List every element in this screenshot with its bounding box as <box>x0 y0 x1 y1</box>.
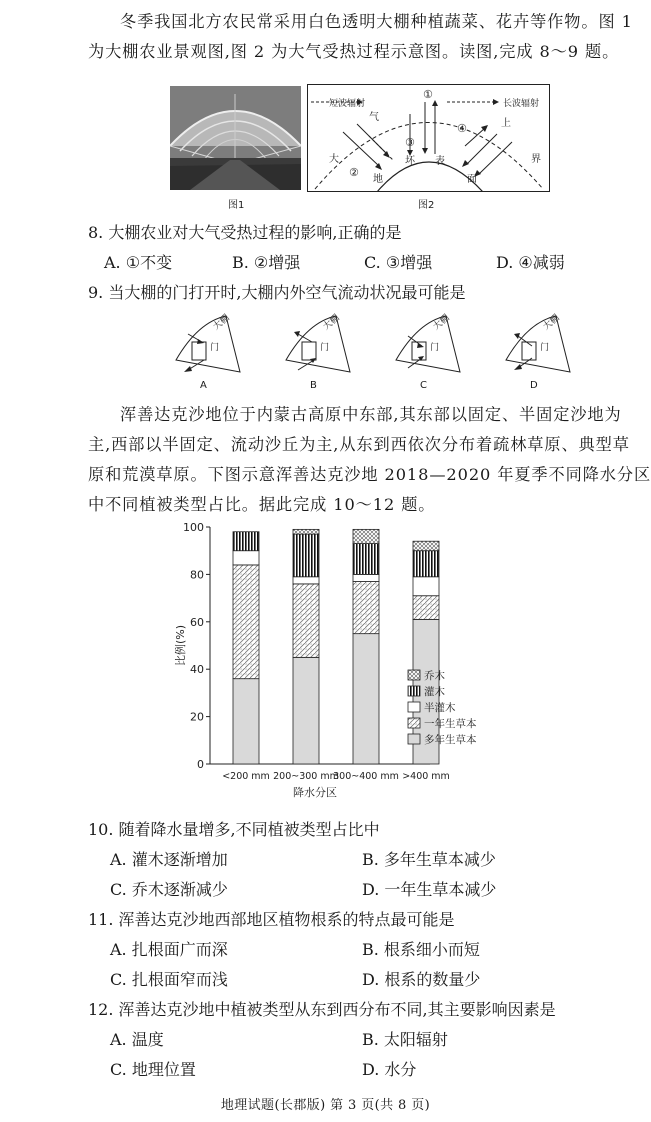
y-tick-label: 40 <box>190 663 204 677</box>
legend-label: 半灌木 <box>424 702 456 714</box>
q12-option-d[interactable]: D. 水分 <box>362 1060 417 1079</box>
y-tick-label: 0 <box>197 758 204 771</box>
bar-segment <box>353 634 379 764</box>
bar-segment <box>353 582 379 634</box>
bar-segment <box>353 529 379 543</box>
bar-segment <box>233 551 259 565</box>
svg-text:大棚: 大棚 <box>321 313 342 333</box>
bar-segment <box>293 577 319 584</box>
q9-diagram-c[interactable] <box>388 312 478 392</box>
bar-segment <box>293 529 319 534</box>
svg-text:门: 门 <box>430 343 440 353</box>
q9-stem: 9. 当大棚的门打开时,大棚内外空气流动状况最可能是 <box>88 283 466 302</box>
intro1-line-1: 冬季我国北方农民常采用白色透明大棚种植蔬菜、花卉等作物。图 1 <box>120 12 633 31</box>
x-tick-label: 300~400 mm <box>333 771 399 782</box>
y-tick-label: 60 <box>190 615 204 629</box>
legend-label: 多年生草本 <box>424 734 477 746</box>
ground-char-biao-left: 坏 <box>405 156 415 167</box>
atm-char-shang: 上 <box>501 118 511 129</box>
fig1-caption: 图1 <box>228 200 245 211</box>
svg-text:大棚: 大棚 <box>431 313 452 333</box>
bar-segment <box>353 544 379 575</box>
q11-stem: 11. 浑善达克沙地西部地区植物根系的特点最可能是 <box>88 910 455 929</box>
x-tick-label: 200~300 mm <box>273 771 339 782</box>
ground-char-mian: 面 <box>467 174 477 185</box>
q9-diagram-d[interactable] <box>498 312 588 392</box>
atm-char-qi: 气 <box>369 112 379 123</box>
q11-option-b[interactable]: B. 根系细小而短 <box>362 940 480 959</box>
bar-segment <box>353 574 379 581</box>
svg-text:大棚: 大棚 <box>211 313 232 333</box>
q9-label-a: A <box>200 380 207 391</box>
ground-char-di: 地 <box>373 174 383 185</box>
long-wave-label: 长波辐射 <box>503 99 540 109</box>
q11-option-d[interactable]: D. 根系的数量少 <box>362 970 481 989</box>
y-axis-title: 比例(%) <box>174 624 187 667</box>
legend-swatch <box>408 734 420 744</box>
x-tick-label: >400 mm <box>402 771 450 782</box>
q8-stem: 8. 大棚农业对大气受热过程的影响,正确的是 <box>88 223 402 242</box>
bar-segment <box>413 551 439 577</box>
q9-diagram-b[interactable] <box>278 312 368 392</box>
legend-swatch <box>408 702 420 712</box>
q9-label-d: D <box>530 380 538 391</box>
x-tick-label: <200 mm <box>222 771 270 782</box>
svg-text:门: 门 <box>540 343 550 353</box>
svg-text:门: 门 <box>320 343 330 353</box>
svg-text:门: 门 <box>210 343 220 353</box>
legend-swatch <box>408 718 420 728</box>
intro2-line-3: 原和荒漠草原。下图示意浑善达克沙地 2018—2020 年夏季不同降水分区 <box>88 465 651 484</box>
bar-segment <box>413 541 439 550</box>
fig2-caption: 图2 <box>418 200 435 211</box>
q8-option-b[interactable]: B. ②增强 <box>232 253 301 272</box>
q12-option-a[interactable]: A. 温度 <box>110 1030 164 1049</box>
legend-swatch <box>408 686 420 696</box>
intro1-line-2: 为大棚农业景观图,图 2 为大气受热过程示意图。读图,完成 8～9 题。 <box>88 42 620 61</box>
x-axis-title: 降水分区 <box>293 786 337 799</box>
intro2-line-1: 浑善达克沙地位于内蒙古高原中东部,其东部以固定、半固定沙地为 <box>120 405 622 424</box>
bar-segment <box>233 679 259 764</box>
legend-label: 乔木 <box>424 670 445 682</box>
marker-2: ② <box>349 166 359 179</box>
q9-label-c: C <box>420 380 427 391</box>
q8-option-c[interactable]: C. ③增强 <box>364 253 433 272</box>
q12-stem: 12. 浑善达克沙地中植被类型从东到西分布不同,其主要影响因素是 <box>88 1000 556 1019</box>
y-tick-label: 80 <box>190 568 204 582</box>
vegetation-stacked-bar-chart <box>170 518 560 813</box>
q10-option-b[interactable]: B. 多年生草本减少 <box>362 850 496 869</box>
atm-char-da: 大 <box>329 154 339 165</box>
bar-segment <box>413 596 439 620</box>
y-tick-label: 100 <box>183 521 204 534</box>
atmosphere-heating-diagram <box>307 84 550 192</box>
marker-1: ① <box>423 88 433 101</box>
bar-segment <box>293 534 319 577</box>
q11-option-c[interactable]: C. 扎根面窄而浅 <box>110 970 228 989</box>
q9-label-b: B <box>310 380 317 391</box>
atm-char-jie: 界 <box>531 154 541 165</box>
q12-option-c[interactable]: C. 地理位置 <box>110 1060 196 1079</box>
marker-4: ④ <box>457 122 467 135</box>
greenhouse-photo <box>170 86 301 190</box>
q10-option-d[interactable]: D. 一年生草本减少 <box>362 880 497 899</box>
q9-diagram-a[interactable] <box>168 312 258 392</box>
legend-swatch <box>408 670 420 680</box>
bar-segment <box>233 565 259 679</box>
bar-segment <box>413 577 439 596</box>
q8-option-a[interactable]: A. ①不变 <box>104 253 173 272</box>
page-footer: 地理试题(长郡版) 第 3 页(共 8 页) <box>220 1098 431 1113</box>
bar-segment <box>293 657 319 764</box>
intro2-line-4: 中不同植被类型占比。据此完成 10～12 题。 <box>88 495 436 514</box>
q8-option-d[interactable]: D. ④减弱 <box>496 253 565 272</box>
short-wave-label: 短波辐射 <box>329 99 366 109</box>
legend-label: 一年生草本 <box>424 718 477 730</box>
q11-option-a[interactable]: A. 扎根面广而深 <box>110 940 228 959</box>
svg-text:大棚: 大棚 <box>541 313 562 333</box>
y-tick-label: 20 <box>190 710 204 724</box>
legend-label: 灌木 <box>424 686 445 698</box>
q10-stem: 10. 随着降水量增多,不同植被类型占比中 <box>88 820 380 839</box>
marker-3: ③ <box>405 136 415 149</box>
ground-char-biao: 表 <box>435 156 445 167</box>
intro2-line-2: 主,西部以半固定、流动沙丘为主,从东到西依次分布着疏林草原、典型草 <box>88 435 630 454</box>
bar-segment <box>233 532 259 551</box>
q10-option-c[interactable]: C. 乔木逐渐减少 <box>110 880 228 899</box>
q12-option-b[interactable]: B. 太阳辐射 <box>362 1030 448 1049</box>
bar-segment <box>293 584 319 657</box>
q10-option-a[interactable]: A. 灌木逐渐增加 <box>110 850 228 869</box>
